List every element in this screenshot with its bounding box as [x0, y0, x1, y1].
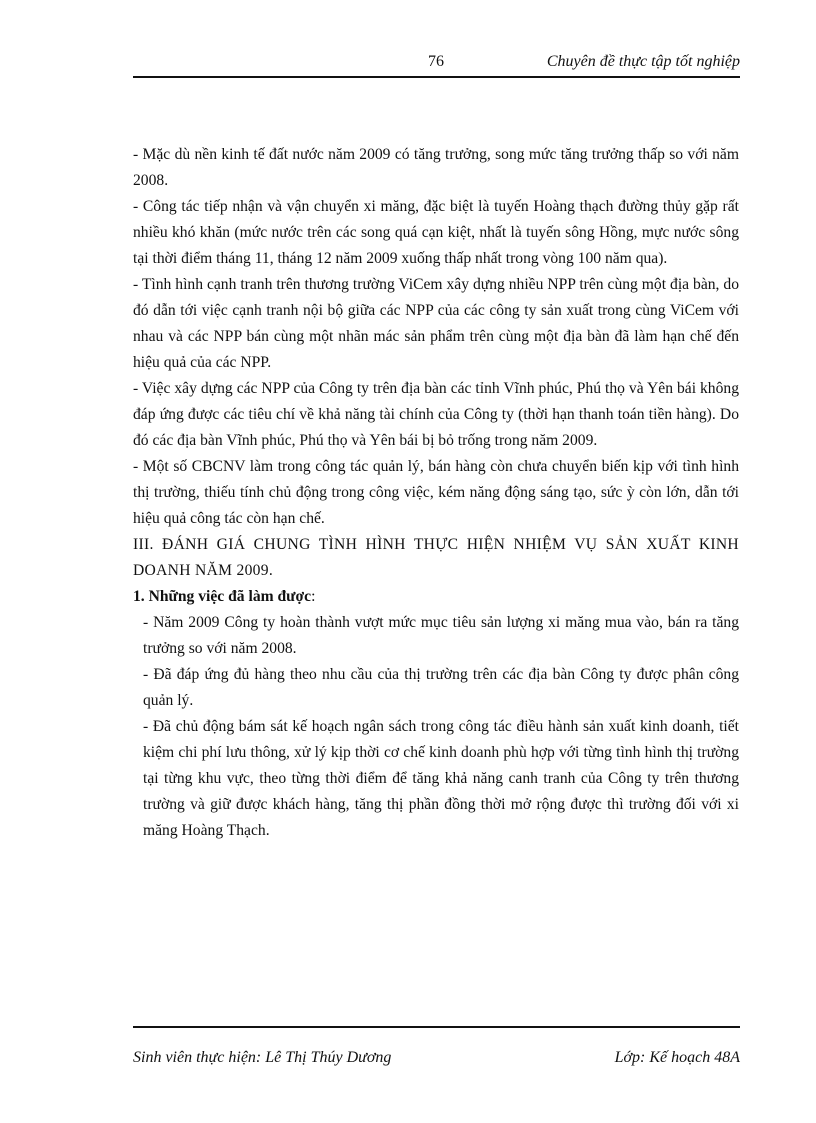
- paragraph-economy: - Mặc dù nền kinh tế đất nước năm 2009 có tăng trưởng, song mức tăng trưởng thấp so với năm 2008.: [133, 146, 739, 189]
- student-name: Sinh viên thực hiện: Lê Thị Thúy Dương: [133, 1049, 392, 1066]
- footer-divider: [133, 1026, 740, 1028]
- achievement-item: - Năm 2009 Công ty hoàn thành vượt mức mục tiêu sản lượng xi măng mua vào, bán ra tăng trưởng so với năm 2008.: [143, 614, 739, 657]
- page-number: 76: [428, 53, 444, 70]
- header-divider: [133, 76, 740, 78]
- class-label: Lớp: Kế hoạch 48A: [614, 1049, 740, 1066]
- paragraph-transport: - Công tác tiếp nhận và vận chuyển xi măng, đặc biệt là tuyến Hoàng thạch đường thủy gặp rất nhiều khó khăn (mức nước trên các song quá cạn kiệt, nhất là tuyến sông Hồng, mực nước sông tại thời điểm tháng 11, tháng 12 năm 2009 xuống thấp nhất trong vòng 100 năm qua).: [133, 198, 739, 267]
- document-title: Chuyên đề thực tập tốt nghiệp: [546, 53, 740, 70]
- page-header: [133, 50, 740, 76]
- paragraph-competition: - Tình hình cạnh tranh trên thương trường ViCem xây dựng nhiều NPP trên cùng một địa bàn, do đó dẫn tới việc cạnh tranh nội bộ giữa các NPP của các công ty sản xuất trong cùng ViCem với nhau và các NPP bán cùng một nhãn mác sản phẩm trên cùng một địa bàn đã làm hạn chế đến hiệu quả của các NPP.: [133, 276, 739, 371]
- paragraph-distributors: - Việc xây dựng các NPP của Công ty trên địa bàn các tỉnh Vĩnh phúc, Phú thọ và Yên bái không đáp ứng được các tiêu chí về khả năng tài chính của Công ty (thời hạn thanh toán tiền hàng). Do đó các địa bàn Vĩnh phúc, Phú thọ và Yên bái bị bỏ trống trong năm 2009.: [133, 380, 739, 449]
- sub-heading-line: [133, 584, 739, 610]
- paragraph-staff: - Một số CBCNV làm trong công tác quản lý, bán hàng còn chưa chuyển biến kịp với tình hình thị trường, thiếu tính chủ động trong công việc, kém năng động sáng tạo, sức ỳ còn lớn, dẫn tới hiệu quả công tác còn hạn chế.: [133, 458, 739, 527]
- section-heading: III. ĐÁNH GIÁ CHUNG TÌNH HÌNH THỰC HIỆN NHIỆM VỤ SẢN XUẤT KINH DOANH NĂM 2009.: [133, 536, 739, 579]
- sub-heading: 1. Những việc đã làm được: [133, 588, 312, 605]
- page-content: [133, 142, 739, 844]
- achievement-item: - Đã đáp ứng đủ hàng theo nhu cầu của thị trường trên các địa bàn Công ty được phân công quản lý.: [143, 666, 739, 709]
- sub-heading-colon: :: [311, 588, 316, 605]
- achievement-item: - Đã chủ động bám sát kế hoạch ngân sách trong công tác điều hành sản xuất kinh doanh, tiết kiệm chi phí lưu thông, xử lý kịp thời cơ chế kinh doanh phù hợp với từng tình hình thị trường tại từng khu vực, theo từng thời điểm để tăng khả năng canh tranh của Công ty trên thương trường và giữ được khách hàng, tăng thị phần đồng thời mở rộng được thì trường đối với xi măng Hoàng Thạch.: [143, 718, 739, 839]
- page-footer: [133, 1049, 740, 1073]
